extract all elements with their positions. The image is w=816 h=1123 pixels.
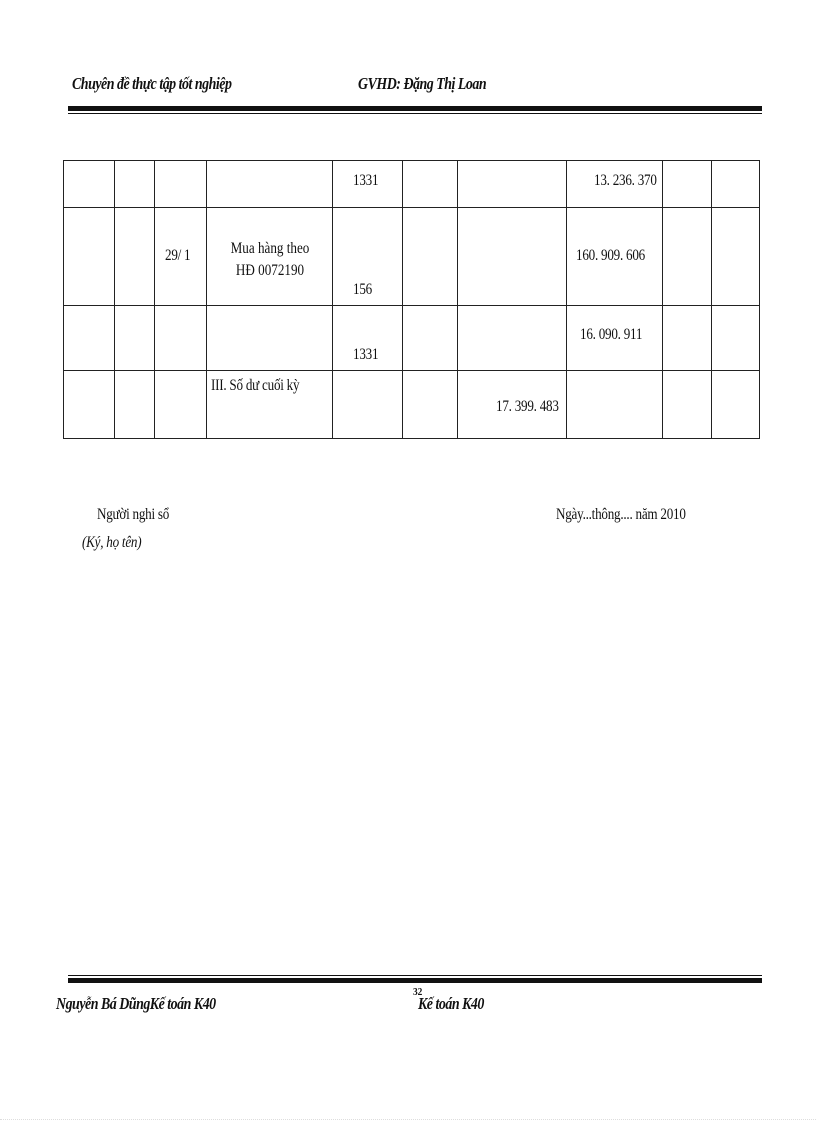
table-cell — [64, 306, 115, 371]
table-cell — [155, 306, 207, 371]
table-cell — [567, 306, 663, 371]
header-left-title: Chuyên đề thực tập tốt nghiệp — [72, 74, 232, 93]
table-cell — [333, 306, 403, 371]
table-row — [64, 306, 760, 371]
table-cell — [64, 161, 115, 208]
footer-author: Nguyễn Bá DũngKế toán K40 — [56, 994, 216, 1013]
table-cell — [663, 371, 712, 439]
table-cell — [567, 208, 663, 306]
header-advisor: GVHD: Đặng Thị Loan — [358, 74, 487, 93]
table-cell — [663, 161, 712, 208]
table-row — [64, 161, 760, 208]
row-account: 1331 — [353, 346, 379, 363]
table-cell — [115, 208, 155, 306]
row-amount: 13. 236. 370 — [594, 172, 657, 189]
ledger-table — [63, 160, 760, 439]
table-cell — [458, 306, 567, 371]
table-cell — [712, 161, 760, 208]
header-rule-thin — [68, 113, 762, 114]
footer-rule-thick — [68, 978, 762, 983]
footer-course: Kế toán K40 — [418, 994, 484, 1013]
table-cell — [155, 161, 207, 208]
row-account: 1331 — [353, 172, 379, 189]
table-cell — [333, 371, 403, 439]
table-cell — [712, 306, 760, 371]
table-cell — [458, 161, 567, 208]
header-rule-thick — [68, 106, 762, 111]
table-cell — [567, 161, 663, 208]
table-cell — [333, 161, 403, 208]
footer-rule-thin — [68, 975, 762, 976]
table-cell — [663, 208, 712, 306]
table-cell — [207, 208, 333, 306]
table-row — [64, 371, 760, 439]
row-description: Mua hàng theo HĐ 0072190 — [230, 240, 310, 279]
table-cell — [567, 371, 663, 439]
table-cell — [155, 371, 207, 439]
table-row — [64, 208, 760, 306]
table-cell — [207, 306, 333, 371]
signature-date: Ngày...thông.... năm 2010 — [556, 506, 686, 523]
signature-left-note: (Ký, họ tên) — [82, 534, 142, 551]
table-cell — [115, 161, 155, 208]
table-cell — [458, 371, 567, 439]
row-amount: 160. 909. 606 — [576, 247, 645, 264]
table-cell — [663, 306, 712, 371]
table-cell — [403, 371, 458, 439]
table-cell — [712, 371, 760, 439]
table-cell — [155, 208, 207, 306]
table-cell — [712, 208, 760, 306]
table-cell — [207, 371, 333, 439]
page-number: 32 — [413, 986, 423, 998]
row-description: III. Số dư cuối kỳ — [211, 377, 300, 394]
row-account: 156 — [353, 281, 372, 298]
table-cell — [403, 208, 458, 306]
table-cell — [115, 306, 155, 371]
row-balance: 17. 399. 483 — [496, 398, 559, 415]
table-cell — [64, 371, 115, 439]
page-bottom-dotted-line — [0, 1119, 816, 1120]
table-cell — [458, 208, 567, 306]
table-cell — [115, 371, 155, 439]
table-cell — [403, 161, 458, 208]
table-cell — [403, 306, 458, 371]
table-cell — [333, 208, 403, 306]
table-cell — [64, 208, 115, 306]
table-cell — [207, 161, 333, 208]
signature-left-title: Người nghi sổ — [97, 506, 170, 523]
row-date: 29/ 1 — [165, 247, 191, 264]
row-amount: 16. 090. 911 — [580, 326, 643, 343]
